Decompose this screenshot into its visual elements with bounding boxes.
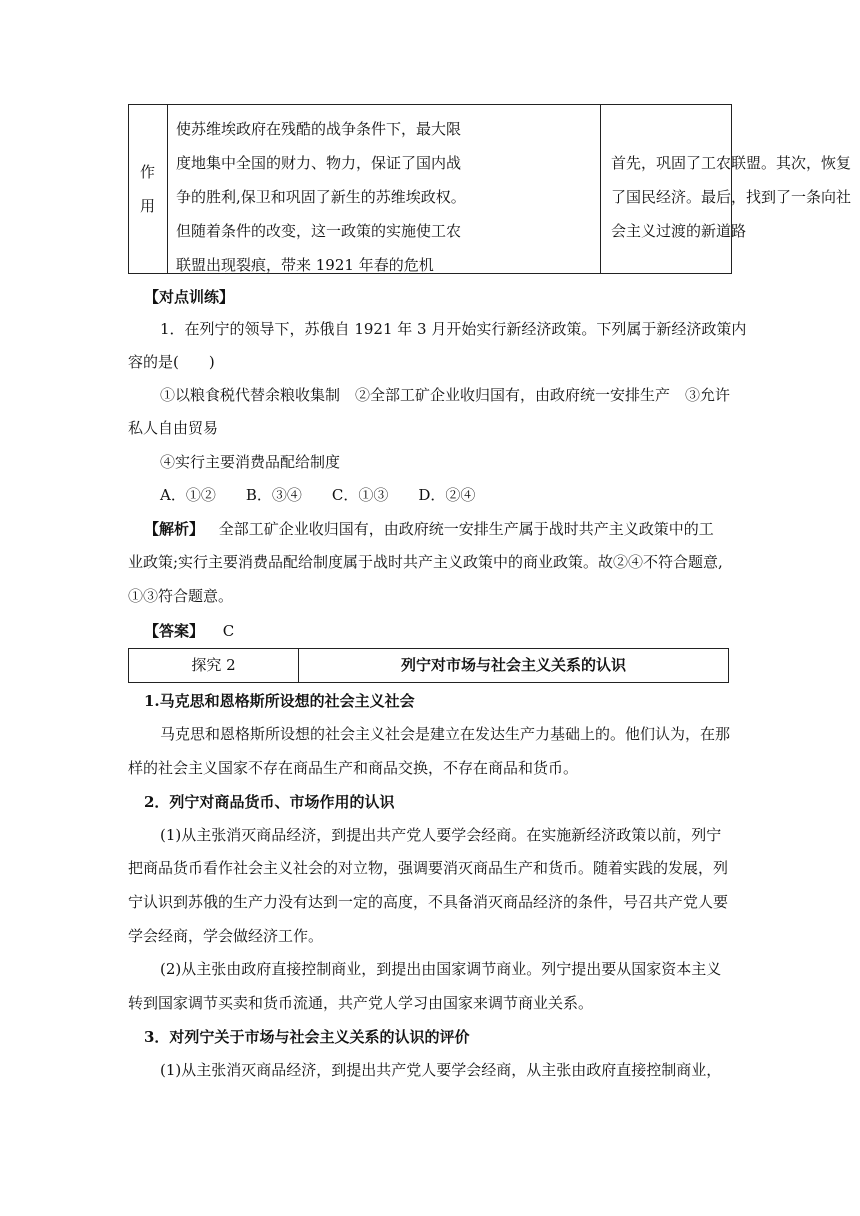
question-line: 容的是( ) xyxy=(128,353,215,371)
section-title: 列宁对市场与社会主义关系的认识 xyxy=(400,656,626,674)
paragraph-line: 把商品货币看作社会主义社会的对立物，强调要消灭商品生产和货币。随着实践的发展，列 xyxy=(128,859,729,877)
practice-heading: 【对点训练】 xyxy=(144,288,235,306)
cell-line: 使苏维埃政府在残酷的战争条件下，最大限 xyxy=(176,120,462,138)
row-label-char: 用 xyxy=(140,197,156,215)
paragraph-line: (1)从主张消灭商品经济，到提出共产党人要学会经商。在实施新经济政策以前，列宁 xyxy=(160,826,722,844)
options-line: ①以粮食税代替余粮收集制 ②全部工矿企业收归国有，由政府统一安排生产 ③允许 xyxy=(160,386,731,404)
section-number: 探究 2 xyxy=(129,649,299,682)
section-header-table xyxy=(128,648,729,683)
nep-effect-cell xyxy=(601,105,852,273)
paragraph-line: (1)从主张消灭商品经济，到提出共产党人要学会经商，从主张由政府直接控制商业， xyxy=(160,1061,722,1079)
cell-line: 争的胜利,保卫和巩固了新生的苏维埃政权。 xyxy=(176,188,466,206)
war-communism-effect-cell xyxy=(168,105,601,273)
paragraph-line: 马克思和恩格斯所设想的社会主义社会是建立在发达生产力基础上的。他们认为，在那 xyxy=(160,725,731,743)
answer-line xyxy=(144,620,234,641)
paragraph-line: 宁认识到苏俄的生产力没有达到一定的高度，不具备消灭商品经济的条件，号召共产党人要 xyxy=(128,893,729,911)
paragraph-line: 学会经商，学会做经济工作。 xyxy=(128,927,324,945)
answer-value: C xyxy=(222,622,235,640)
cell-line: 了国民经济。最后，找到了一条向社 xyxy=(611,188,852,206)
analysis-line: 业政策;实行主要消费品配给制度属于战时共产主义政策中的商业政策。故②④不符合题意, xyxy=(128,553,723,571)
paragraph-line: (2)从主张由政府直接控制商业，到提出由国家调节商业。列宁提出要从国家资本主义 xyxy=(160,960,722,978)
options-line: 私人自由贸易 xyxy=(128,419,219,437)
subheading: 2．列宁对商品货币、市场作用的认识 xyxy=(144,793,395,811)
question-line: 1．在列宁的领导下，苏俄自 1921 年 3 月开始实行新经济政策。下列属于新经济政策内 xyxy=(160,320,747,338)
cell-line: 会主义过渡的新道路 xyxy=(611,222,747,240)
options-line: ④实行主要消费品配给制度 xyxy=(160,453,341,471)
cell-line: 首先，巩固了工农联盟。其次，恢复 xyxy=(611,154,852,172)
row-label-cell xyxy=(129,105,168,273)
answer-choices: A．①② B．③④ C．①③ D．②④ xyxy=(160,486,476,504)
subheading: 1.马克思和恩格斯所设想的社会主义社会 xyxy=(144,692,415,710)
analysis-label: 【解析】 xyxy=(144,520,205,538)
analysis-text: 全部工矿企业收归国有，由政府统一安排生产属于战时共产主义政策中的工 xyxy=(218,520,714,538)
paragraph-line: 转到国家调节买卖和货币流通，共产党人学习由国家来调节商业关系。 xyxy=(128,994,594,1012)
row-label-char: 作 xyxy=(140,163,156,181)
subheading: 3．对列宁关于市场与社会主义关系的认识的评价 xyxy=(144,1028,470,1046)
comparison-table xyxy=(128,104,852,274)
cell-line: 联盟出现裂痕，带来 1921 年春的危机 xyxy=(176,256,434,274)
paragraph-line: 样的社会主义国家不存在商品生产和商品交换，不存在商品和货币。 xyxy=(128,759,579,777)
cell-line: 度地集中全国的财力、物力，保证了国内战 xyxy=(176,154,462,172)
analysis-line: ①③符合题意。 xyxy=(128,587,234,605)
analysis-line xyxy=(144,518,714,539)
answer-label: 【答案】 xyxy=(144,622,205,640)
cell-line: 但随着条件的改变，这一政策的实施使工农 xyxy=(176,222,462,240)
